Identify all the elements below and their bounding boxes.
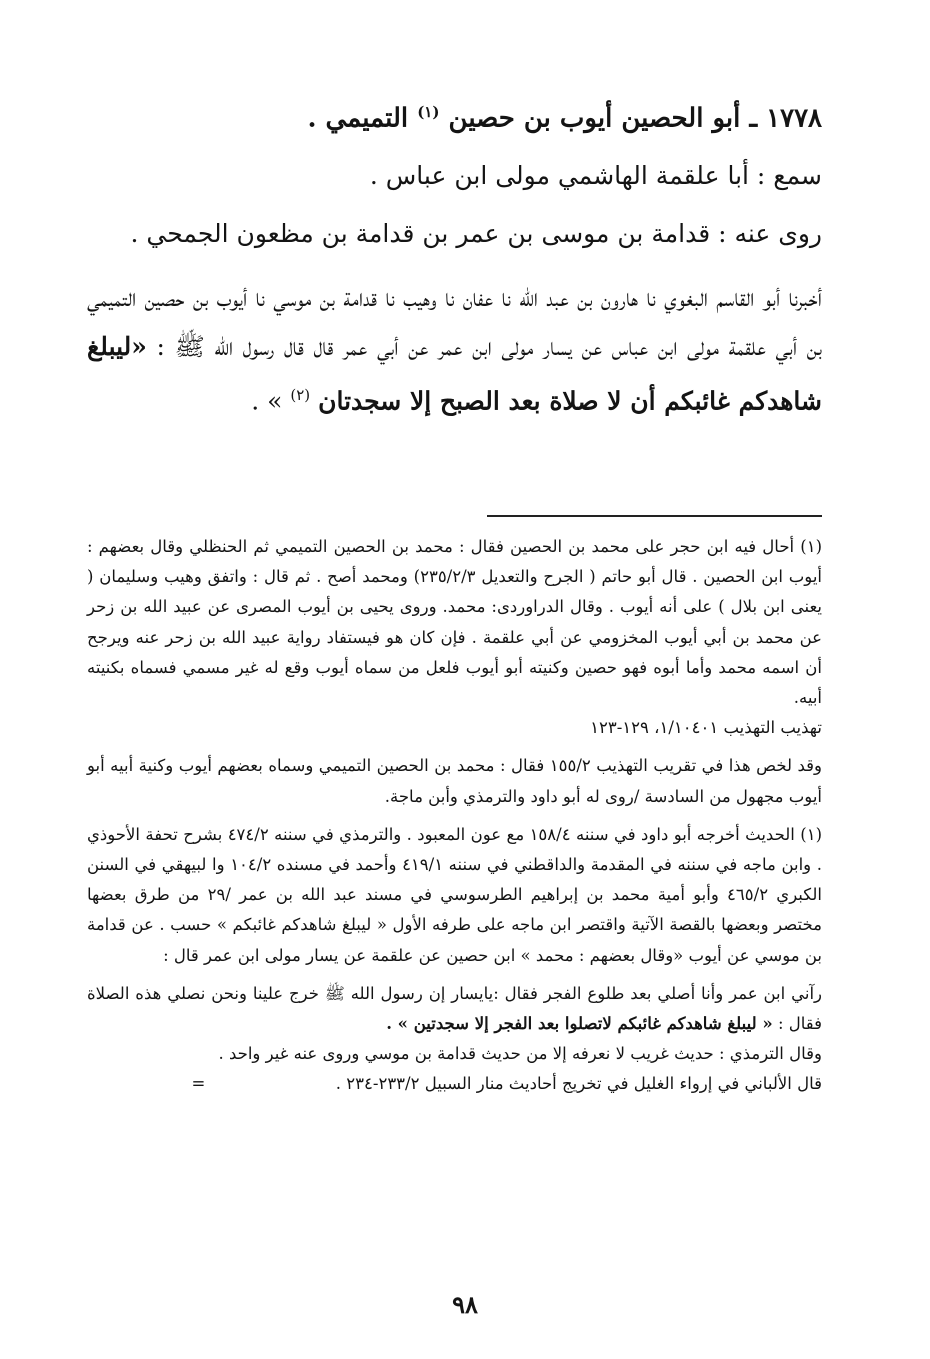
footnote-1: (١) أحال فيه ابن حجر على محمد بن الحصين فقال : محمد بن الحصين التميمي ثم الحنظلي وقال بعضهم : أيوب ابن الحصين . قال أبو حاتم ( الجرح والتعديل ٢٣٥/٢/٣) ومحمد أصح . ثم قال : واتفق وهيب وسليمان ( يعنى ابن بلال ) على أنه أيوب . وقال الدراوردى: محمد. وروى يحيى بن أيوب المصرى عن عبيد الله بن زحر عن محمد بن أبي أيوب المخزومي عن أبي علقمة . فإن كان هو فيستفاد رواية عبيد الله بن زحر عنه ويرجح أن اسمه محمد وأما أبوه فهو حصين وكنيته أبو أيوب فلعل من سماه أيوب وقع له غير مسمي فسماه بكنيته أبيه. [87, 537, 822, 708]
page-number: ٩٨ [452, 1290, 478, 1319]
hadith-matn: «ليبلغ شاهدكم غائبكم أن لا صلاة بعد الصبح إلا سجدتان [87, 331, 822, 415]
heard-from-line: سمع : أبا علقمة الهاشمي مولى ابن عباس . [369, 160, 822, 190]
albani-text: قال الألباني في إرواء الغليل في تخريج أحاديث منار السبيل ٢٣٣/٢-٢٣٤ . [335, 1074, 822, 1094]
footnote-1-source: تهذيب التهذيب ١/١٠٤٠١، ١٢٩-١٢٣ [590, 718, 822, 738]
hadith-paragraph [87, 273, 822, 425]
footnotes [87, 532, 822, 1100]
continuation-mark: = [191, 1074, 206, 1094]
quote-matn: « ليبلغ شاهدكم غائبكم لاتصلوا بعد الفجر إلا سجدتين » . [386, 1014, 773, 1034]
footnote-divider [487, 515, 822, 517]
main-text [87, 88, 822, 425]
narrated-by-line: روى عنه : قدامة بن موسى بن عمر بن قدامة بن مظعون الجمحي . [130, 218, 822, 248]
entry-number: ١٧٧٨ [766, 103, 822, 134]
entry-heading [87, 88, 822, 143]
albani-reference [87, 1069, 822, 1099]
hadith-isnad: أخبرنا أبو القاسم البغوي نا هارون بن عبد الله نا عفان نا وهيب نا قدامة بن موسي نا أيوب بن حصين التميمي بن أبي علقمة مولى ابن عباس عن يسار مولى ابن عمر عن أبي عمر قال قال رسول الله ﷺ : [87, 282, 822, 361]
footnote-2: (١) الحديث أخرجه أبو داود في سننه ١٥٨/٤ مع عون المعبود . والترمذي في سننه ٤٧٤/٢ بشرح تحفة الأحوذي . وابن ماجه في سننه في المقدمة والداقطني في سننه ٤١٩/١ وأحمد في مسنده ١٠٤/٢ وا لبيهقي في السنن الكبري ٤٦٥/٢ وأبو أمية محمد بن إبراهيم الطرسوسي في مسند عبد الله بن عمر /٢٩ من طرق بعضها مختصر وبعضها بالقصة الآتية واقتصر ابن ماجه على طرفه الأول « ليبلغ شاهدكم غائبكم » حسب . عن قدامة بن موسي عن أيوب «وقال بعضهم : محمد » ابن حصين عن علقمة عن يسار مولى ابن عمر قال : [87, 824, 823, 965]
entry-nisba: التميمي . [307, 103, 409, 134]
footnote-ref-2: (٢) [290, 385, 311, 404]
hadith-end: » . [251, 385, 283, 415]
footnote-1-taqrib: وقد لخص هذا في تقريب التهذيب ١٥٥/٢ فقال : محمد بن الحصين التميمي وسماه بعضهم أيوب وكنية أبيه أبو أيوب مجهول من السادسة /روى له أبو داود والترمذي وأبن ماجة. [87, 756, 823, 806]
footnote-ref-1: (١) [417, 103, 440, 121]
entry-name: ـ أبو الحصين أيوب بن حصين [448, 103, 758, 134]
quote-intro: رآني ابن عمر وأنا أصلي بعد طلوع الفجر فقال :يايسار إن رسول الله ﷺ خرج علينا ونحن نصلي هذه الصلاة فقال : [87, 983, 822, 1034]
footnote-2-quote [87, 979, 822, 1039]
tirmidhi-remark: وقال الترمذي : حديث غريب لا نعرفه إلا من حديث قدامة بن موسي وروى عنه غير واحد . [218, 1044, 822, 1064]
